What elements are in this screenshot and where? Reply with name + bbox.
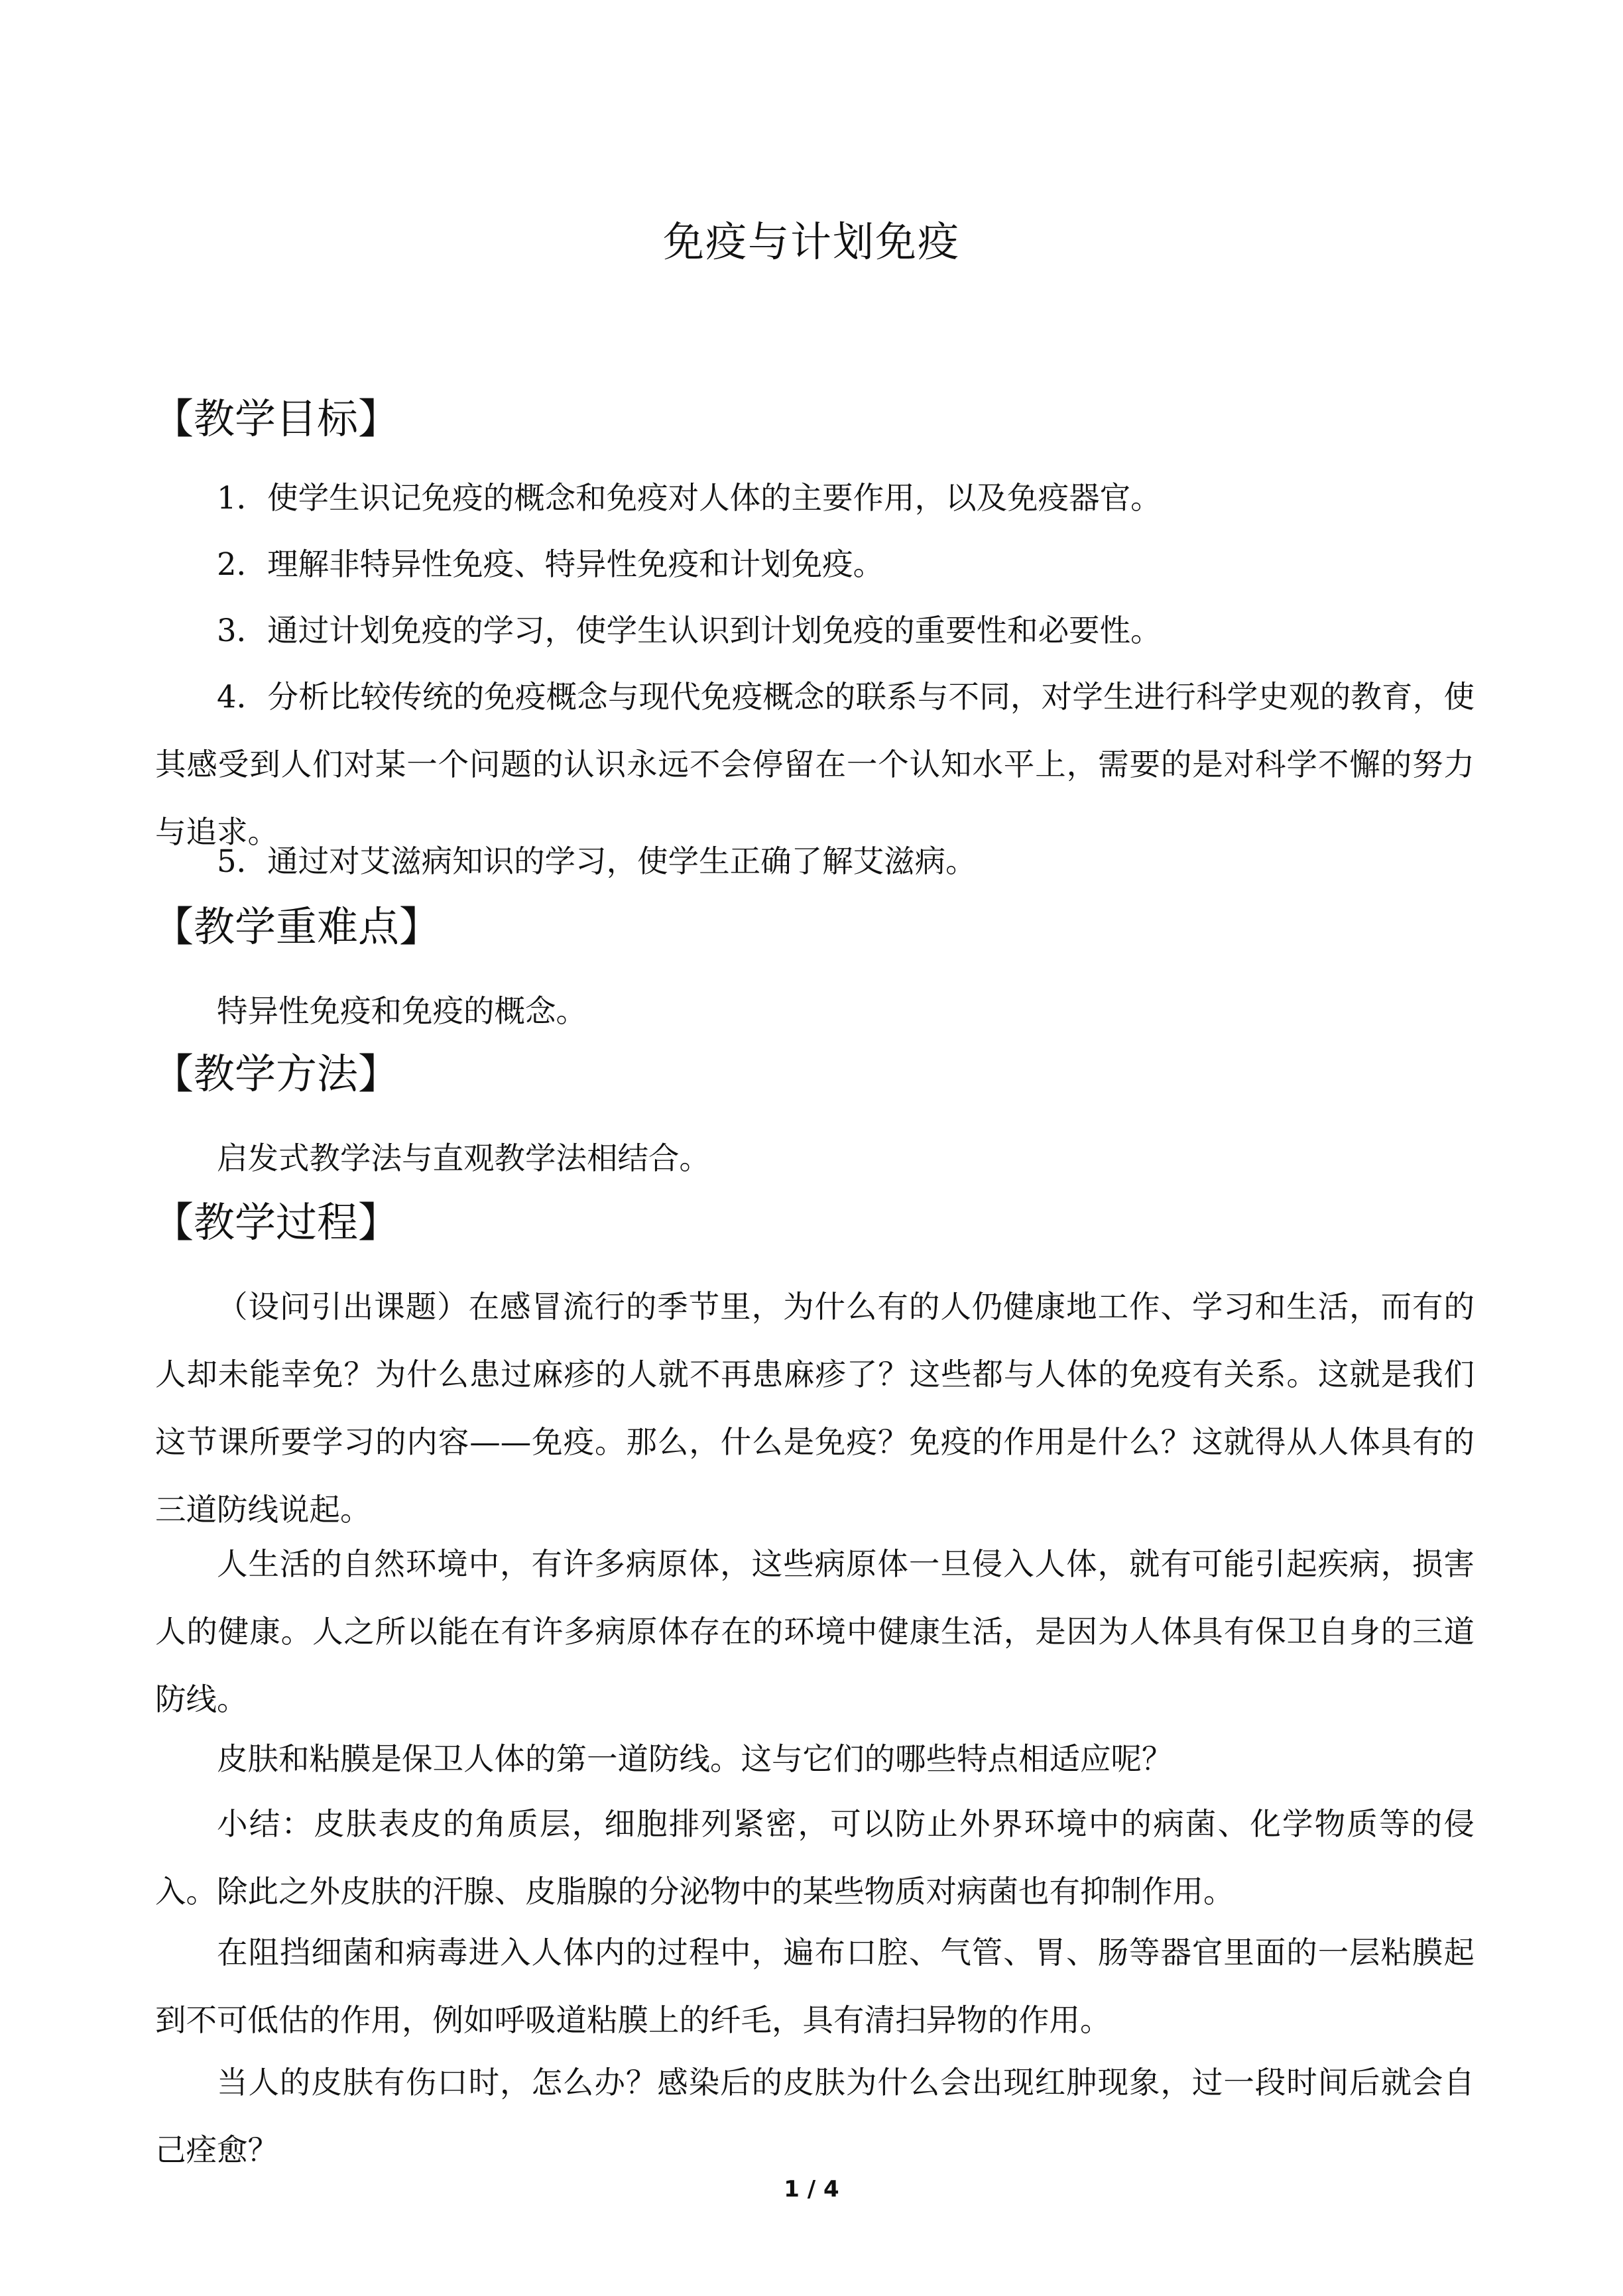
heading-objectives: 【教学目标】: [152, 394, 400, 443]
document-title: 免疫与计划免疫: [662, 217, 960, 266]
objective-item-3: 3．通过计划免疫的学习，使学生认识到计划免疫的重要性和必要性。: [217, 613, 1162, 648]
page-number: 1 / 4: [784, 2176, 839, 2203]
heading-key-points: 【教学重难点】: [152, 902, 441, 951]
process-paragraph-4: 小结：皮肤表皮的角质层，细胞排列紧密，可以防止外界环境中的病菌、化学物质等的侵入。除此之外皮肤的汗腺、皮脂腺的分泌物中的某些物质对病菌也有抑制作用。: [155, 1806, 1474, 1909]
methods-text: 启发式教学法与直观教学法相结合。: [217, 1140, 710, 1176]
objective-item-1: 1．使学生识记免疫的概念和免疫对人体的主要作用，以及免疫器官。: [217, 480, 1162, 516]
process-paragraph-5: 在阻挡细菌和病毒进入人体内的过程中，遍布口腔、气管、胃、肠等器官里面的一层粘膜起到不可低估的作用，例如呼吸道粘膜上的纤毛，具有清扫异物的作用。: [155, 1935, 1474, 2038]
heading-process: 【教学过程】: [152, 1198, 400, 1246]
heading-methods: 【教学方法】: [152, 1050, 400, 1098]
process-paragraph-3: 皮肤和粘膜是保卫人体的第一道防线。这与它们的哪些特点相适应呢？: [217, 1741, 1173, 1777]
key-points-text: 特异性免疫和免疫的概念。: [217, 993, 587, 1029]
objective-item-2: 2．理解非特异性免疫、特异性免疫和计划免疫。: [217, 546, 884, 582]
process-paragraph-1: （设问引出课题）在感冒流行的季节里，为什么有的人仍健康地工作、学习和生活，而有的人却未能幸免？为什么患过麻疹的人就不再患麻疹了？这些都与人体的免疫有关系。这就是我们这节课所要学习的内容——免疫。那么，什么是免疫？免疫的作用是什么？这就得从人体具有的三道防线说起。: [155, 1289, 1474, 1528]
objective-item-4: 4．分析比较传统的免疫概念与现代免疫概念的联系与不同，对学生进行科学史观的教育，使其感受到人们对某一个问题的认识永远不会停留在一个认知水平上，需要的是对科学不懈的努力与追求。: [155, 679, 1474, 850]
objective-item-5: 5．通过对艾滋病知识的学习，使学生正确了解艾滋病。: [217, 843, 977, 879]
process-paragraph-2: 人生活的自然环境中，有许多病原体，这些病原体一旦侵入人体，就有可能引起疾病，损害人的健康。人之所以能在有许多病原体存在的环境中健康生活，是因为人体具有保卫自身的三道防线。: [155, 1546, 1474, 1717]
process-paragraph-6: 当人的皮肤有伤口时，怎么办？感染后的皮肤为什么会出现红肿现象，过一段时间后就会自己痊愈？: [155, 2065, 1474, 2168]
